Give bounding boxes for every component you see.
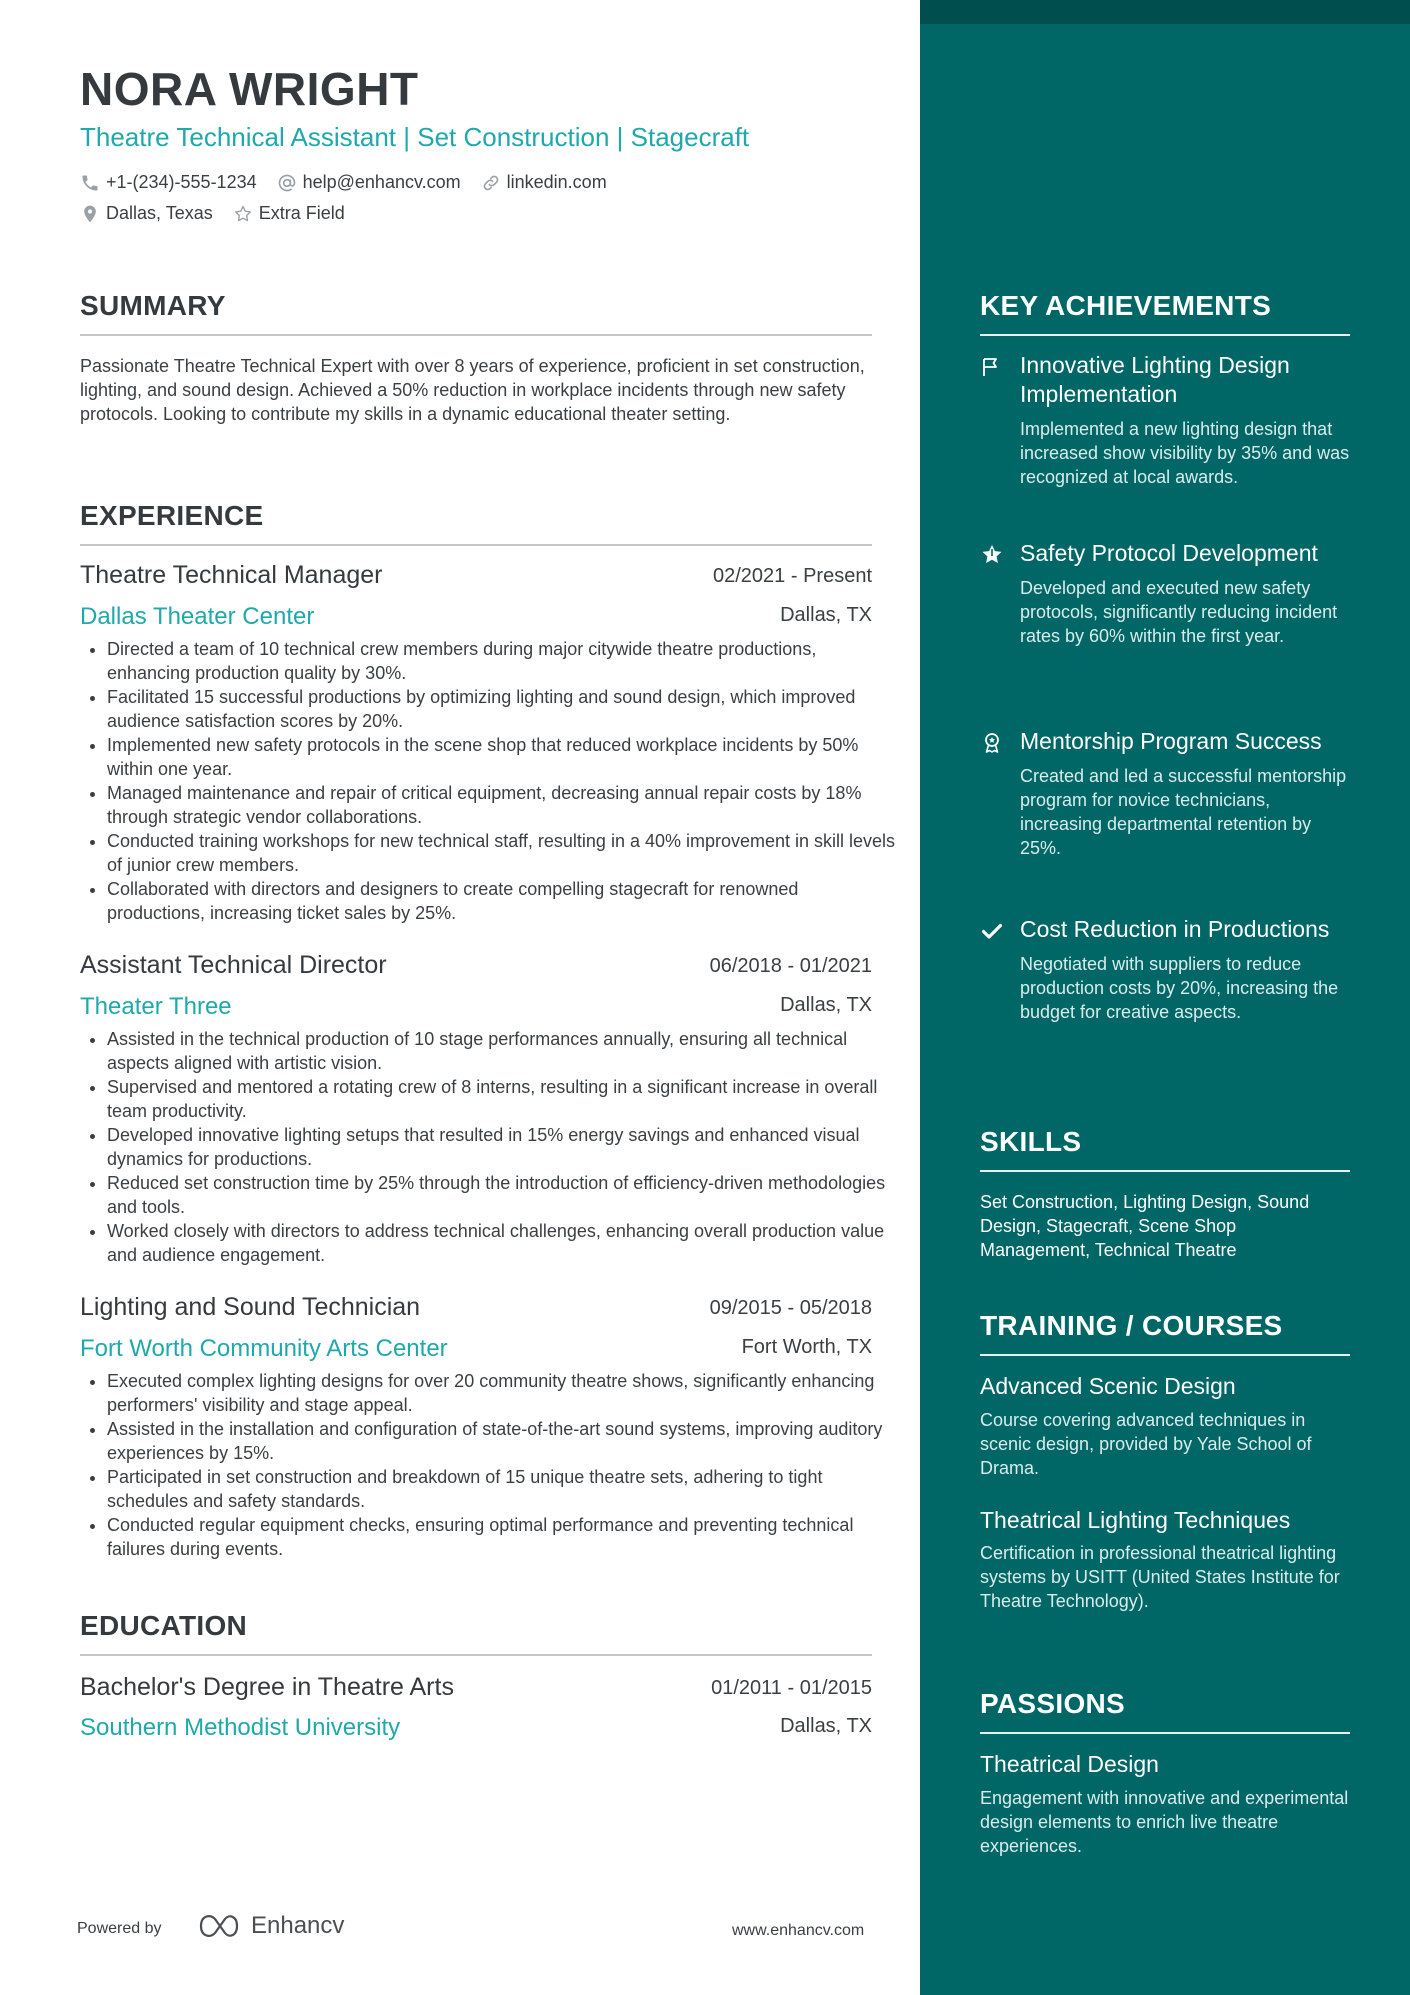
bullet: • Developed innovative lighting setups that resulted in 15% energy savings and enhanced visual dynamics for productions. (107, 1123, 899, 1171)
contact-email (277, 172, 461, 193)
skills-text: Set Construction, Lighting Design, Sound Design, Stagecraft, Scene Shop Management, Technical Theatre (980, 1192, 1310, 1260)
powered-by-text: Powered by (77, 1920, 162, 1937)
bullet: • Participated in set construction and breakdown of 15 unique theatre sets, adhering to tight schedules and safety standards. (107, 1465, 899, 1513)
job-company[interactable]: Theater Three (80, 993, 232, 1020)
job-title: Theatre Technical Manager (80, 561, 383, 589)
bullet: • Assisted in the installation and configuration of state-of-the-art sound systems, improving auditory experiences by 15%. (107, 1417, 899, 1465)
achievement-item (980, 539, 1350, 648)
course-desc: Course covering advanced techniques in scenic design, provided by Yale School of Drama. (980, 1410, 1312, 1478)
achievement-desc: Negotiated with suppliers to reduce production costs by 20%, increasing the budget for creative aspects. (1020, 954, 1339, 1022)
check-icon (980, 919, 1004, 943)
flag-icon (980, 355, 1004, 379)
enhancv-logo[interactable] (195, 1912, 344, 1940)
passion-desc: Engagement with innovative and experimental design elements to enrich live theatre experiences. (980, 1788, 1349, 1856)
at-icon (277, 173, 297, 193)
education-date: 01/2011 - 01/2015 (711, 1677, 872, 1699)
enhancv-logo-icon (195, 1913, 241, 1939)
summary-heading: SUMMARY (80, 290, 872, 336)
achievement-desc: Implemented a new lighting design that increased show visibility by 35% and was recognized at local awards. (1020, 419, 1350, 487)
job-company[interactable]: Fort Worth Community Arts Center (80, 1335, 448, 1362)
job-bullets (80, 1369, 899, 1561)
sidebar-top-bar (920, 0, 1410, 24)
passions-heading: PASSIONS (980, 1688, 1350, 1734)
achievement-item (980, 915, 1350, 1024)
course-title: Advanced Scenic Design (980, 1373, 1236, 1399)
sidebar (920, 0, 1410, 1995)
contact-row-2 (80, 203, 345, 224)
bullet: • Supervised and mentored a rotating crew of 8 interns, resulting in a significant increase in overall team productivity. (107, 1075, 899, 1123)
job-company[interactable]: Dallas Theater Center (80, 603, 315, 630)
bullet: • Executed complex lighting designs for over 20 community theatre shows, significantly enhancing performers' visibility and stage appeal. (107, 1369, 899, 1417)
job-location: Dallas, TX (780, 604, 872, 626)
bullet: • Directed a team of 10 technical crew members during major citywide theatre productions, enhancing production quality by 30%. (107, 637, 899, 685)
job-date: 02/2021 - Present (713, 565, 872, 587)
bullet: • Conducted regular equipment checks, ensuring optimal performance and preventing technical failures during events. (107, 1513, 899, 1561)
bullet: • Reduced set construction time by 25% through the introduction of efficiency-driven methodologies and tools. (107, 1171, 899, 1219)
education-location: Dallas, TX (780, 1715, 872, 1737)
achievement-desc: Created and led a successful mentorship program for novice technicians, increasing departmental retention by 25%. (1020, 766, 1347, 858)
job-bullets (80, 1027, 899, 1267)
passion-title: Theatrical Design (980, 1751, 1159, 1777)
contact-phone (80, 172, 257, 193)
star-icon (980, 543, 1004, 567)
bullet: • Collaborated with directors and designers to create compelling stagecraft for renowned productions, increasing ticket sales by 25%. (107, 877, 899, 925)
course-desc: Certification in professional theatrical lighting systems by USITT (United States Institute for Theatre Technology). (980, 1543, 1340, 1611)
contact-extra (233, 203, 345, 224)
degree-title: Bachelor's Degree in Theatre Arts (80, 1673, 454, 1701)
location-pin-icon (80, 204, 100, 224)
summary-text: Passionate Theatre Technical Expert with over 8 years of experience, proficient in set construction, lighting, and sound design. Achieved a 50% reduction in workplace incidents through new safety protocols. Looking to contribute my skills in a dynamic educational theater setting. (80, 356, 865, 424)
star-outline-icon (233, 204, 253, 224)
achievement-title: Cost Reduction in Productions (1020, 916, 1330, 942)
footer-website[interactable]: www.enhancv.com (732, 1922, 865, 1939)
location-text: Dallas, Texas (106, 203, 213, 223)
achievement-item (980, 727, 1350, 860)
bullet: • Conducted training workshops for new technical staff, resulting in a 40% improvement in skill levels of junior crew members. (107, 829, 899, 877)
experience-heading: EXPERIENCE (80, 500, 872, 546)
link-icon (481, 173, 501, 193)
job-bullets (80, 637, 899, 925)
achievements-heading: KEY ACHIEVEMENTS (980, 290, 1350, 336)
training-heading: TRAINING / COURSES (980, 1310, 1350, 1356)
email-link[interactable]: help@enhancv.com (302, 172, 461, 192)
bullet: • Managed maintenance and repair of critical equipment, decreasing annual repair costs by 18% through strategic vendor collaborations. (107, 781, 899, 829)
job-date: 06/2018 - 01/2021 (709, 955, 872, 977)
extra-field-text: Extra Field (258, 203, 345, 223)
phone-icon (80, 173, 100, 193)
bullet: • Worked closely with directors to address technical challenges, enhancing overall production value and audience engagement. (107, 1219, 899, 1267)
job-location: Dallas, TX (780, 994, 872, 1016)
candidate-name: NORA WRIGHT (80, 63, 419, 115)
education-heading: EDUCATION (80, 1610, 872, 1656)
contact-linkedin (481, 172, 607, 193)
medal-icon (980, 731, 1004, 755)
skills-heading: SKILLS (980, 1126, 1350, 1172)
headline: Theatre Technical Assistant | Set Construction | Stagecraft (80, 122, 750, 152)
course-title: Theatrical Lighting Techniques (980, 1507, 1291, 1533)
job-location: Fort Worth, TX (741, 1336, 872, 1358)
bullet: • Facilitated 15 successful productions by optimizing lighting and sound design, which improved audience satisfaction scores by 20%. (107, 685, 899, 733)
contact-location (80, 203, 213, 224)
achievement-title: Innovative Lighting Design Implementation (1020, 352, 1290, 407)
bullet: • Assisted in the technical production of 10 stage performances annually, ensuring all technical aspects aligned with artistic vision. (107, 1027, 899, 1075)
bullet: • Implemented new safety protocols in the scene shop that reduced workplace incidents by 50% within one year. (107, 733, 899, 781)
brand-name: Enhancv (251, 1912, 345, 1939)
achievement-desc: Developed and executed new safety protocols, significantly reducing incident rates by 60% within the first year. (1020, 578, 1338, 646)
contact-row-1 (80, 172, 607, 193)
achievement-title: Mentorship Program Success (1020, 728, 1322, 754)
achievement-title: Safety Protocol Development (1020, 540, 1318, 566)
achievement-item (980, 351, 1350, 489)
job-title: Assistant Technical Director (80, 951, 387, 979)
linkedin-link[interactable]: linkedin.com (506, 172, 607, 192)
school-name[interactable]: Southern Methodist University (80, 1714, 401, 1741)
phone-text[interactable]: +1-(234)-555-1234 (106, 172, 257, 192)
job-date: 09/2015 - 05/2018 (709, 1297, 872, 1319)
job-title: Lighting and Sound Technician (80, 1293, 421, 1321)
